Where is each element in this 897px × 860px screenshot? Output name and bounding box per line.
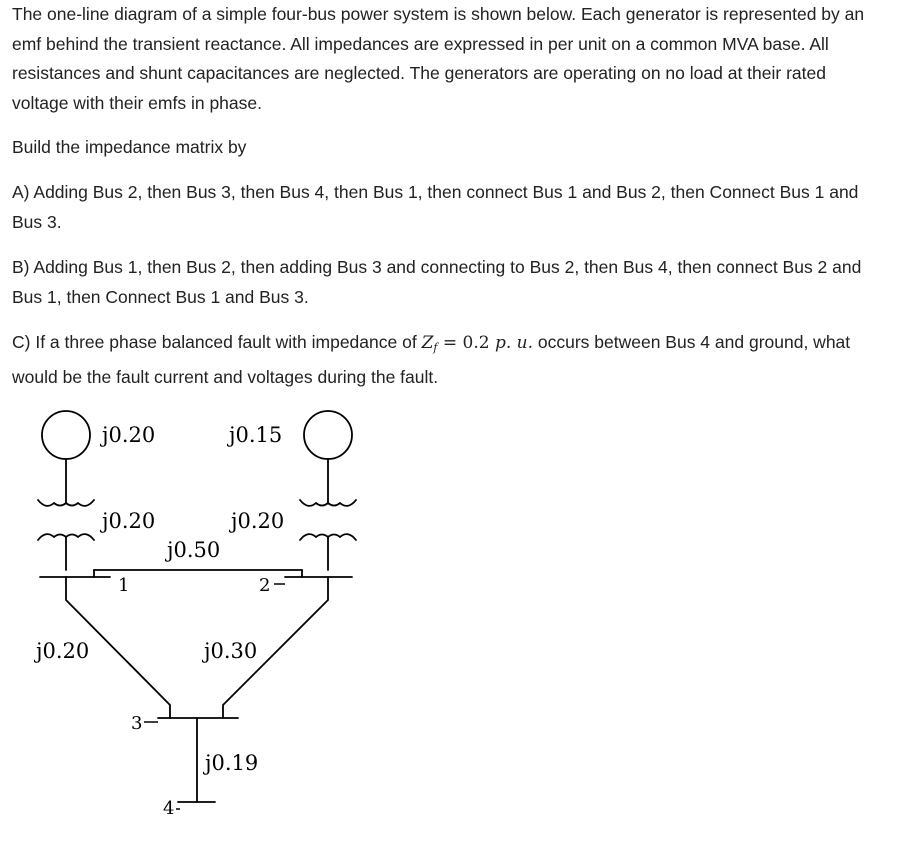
fault-impedance-value: = 0.2 — [437, 333, 495, 353]
fault-impedance-var: Z — [421, 333, 434, 353]
generator-1-icon — [42, 411, 90, 459]
bus-3-label: 3 — [131, 713, 143, 734]
bus-1-label: 1 — [118, 575, 130, 596]
build-prompt: Build the impedance matrix by — [12, 137, 247, 157]
part-c-before: C) If a three phase balanced fault with impedance of — [12, 332, 422, 352]
bus-4-label: 4 — [163, 798, 175, 819]
fault-impedance-unit: p. u. — [494, 333, 533, 353]
part-a: A) Adding Bus 2, then Bus 3, then Bus 4, then Bus 1, then connect Bus 1 and Bus 2, then Connect Bus 1 and Bus 3. — [12, 182, 859, 232]
transformer-1-reactance-label: j0.20 — [102, 509, 156, 533]
part-c — [12, 328, 887, 392]
one-line-diagram — [0, 400, 420, 830]
line-1-2-reactance-label: j0.50 — [167, 538, 221, 562]
line-2-3-reactance-label: j0.30 — [204, 639, 258, 663]
generator-1-reactance-label: j0.20 — [102, 423, 156, 447]
line-1-3-reactance-label: j0.20 — [36, 639, 90, 663]
generator-2-reactance-label: j0.15 — [229, 423, 283, 447]
fault-impedance-sub: f — [433, 341, 438, 354]
generator-2-icon — [304, 411, 352, 459]
part-b: B) Adding Bus 1, then Bus 2, then adding Bus 3 and connecting to Bus 2, then Bus 4, then connect Bus 2 and Bus 1, then Connect Bus 1 and Bus 3. — [12, 257, 862, 307]
fault-impedance-expression — [422, 333, 533, 353]
bus-2-label: 2 — [259, 575, 271, 596]
transformer-2-reactance-label: j0.20 — [231, 509, 285, 533]
part-c-after: occurs between Bus 4 and ground, what would be the fault current and voltages during the fault. — [12, 332, 851, 387]
line-3-4-reactance-label: j0.19 — [205, 751, 259, 775]
problem-intro: The one-line diagram of a simple four-bus power system is shown below. Each generator is represented by an emf behind the transient reactance. All impedances are expressed in per unit on a common MVA base. All resistances and shunt capacitances are neglected. The generators are operating on no load at their rated voltage with their emfs in phase. — [12, 4, 865, 113]
